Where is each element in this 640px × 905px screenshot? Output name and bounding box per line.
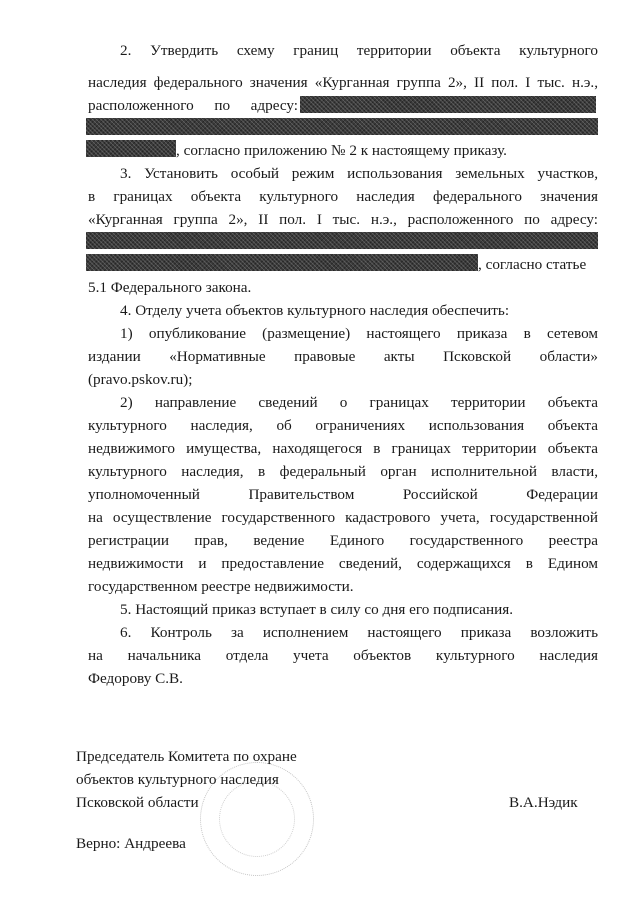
para4-item2-line3: недвижимого имущества, находящегося в границах территории объекта [88,440,598,457]
para4-item2-line1: 2) направление сведений о границах территории объекта [120,394,598,411]
para2-line3: расположенного по адресу: [88,97,298,114]
para4-item1-line3: (pravo.pskov.ru); [88,371,193,388]
redacted-address-1a [300,96,596,113]
para4-item2-line8: недвижимости и предоставление сведений, содержащихся в Едином [88,555,598,572]
para3-line6: 5.1 Федерального закона. [88,279,252,296]
para6-line2: на начальника отдела учета объектов культурного наследия [88,647,598,664]
para2-line1: 2. Утвердить схему границ территории объекта культурного [120,42,598,59]
para6-line3: Федорову С.В. [88,670,183,687]
para3-line5: , согласно статье [478,256,587,273]
para4-item2-line7: регистрации прав, ведение Единого государственного реестра [88,532,598,549]
para4-item2-line2: культурного наследия, об ограничениях использования объекта [88,417,598,434]
para4-item2-line6: на осуществление государственного кадастрового учета, государственной [88,509,598,526]
para4-item2-line5: уполномоченный Правительством Российской Федерации [88,486,598,503]
para2-line2: наследия федерального значения «Курганная группа 2», II пол. I тыс. н.э., [88,74,598,91]
signatory-position-line2: объектов культурного наследия [76,771,279,788]
para4-item1-line2: издании «Нормативные правовые акты Псковской области» [88,348,598,365]
signatory-name: В.А.Нэдик [509,794,578,811]
para5: 5. Настоящий приказ вступает в силу со дня его подписания. [120,601,514,618]
para2-line5: , согласно приложению № 2 к настоящему приказу. [176,142,507,159]
redacted-address-1b [86,118,598,135]
certified-copy-note: Верно: Андреева [76,835,186,852]
para3-line3: «Курганная группа 2», II пол. I тыс. н.э., расположенного по адресу: [88,211,598,228]
para4-item2-line4: культурного наследия, в федеральный орган исполнительной власти, [88,463,598,480]
redacted-address-2b [86,254,478,271]
redacted-address-1c [86,140,176,157]
para4-intro: 4. Отделу учета объектов культурного наследия обеспечить: [120,302,510,319]
signatory-position-line1: Председатель Комитета по охране [76,748,297,765]
para3-line2: в границах объекта культурного наследия федерального значения [88,188,598,205]
para4-item1-line1: 1) опубликование (размещение) настоящего приказа в сетевом [120,325,598,342]
para4-item2-line9: государственном реестре недвижимости. [88,578,354,595]
para3-line1: 3. Установить особый режим использования земельных участков, [120,165,598,182]
signatory-position-line3: Псковской области [76,794,199,811]
redacted-address-2a [86,232,598,249]
para6-line1: 6. Контроль за исполнением настоящего приказа возложить [120,624,598,641]
